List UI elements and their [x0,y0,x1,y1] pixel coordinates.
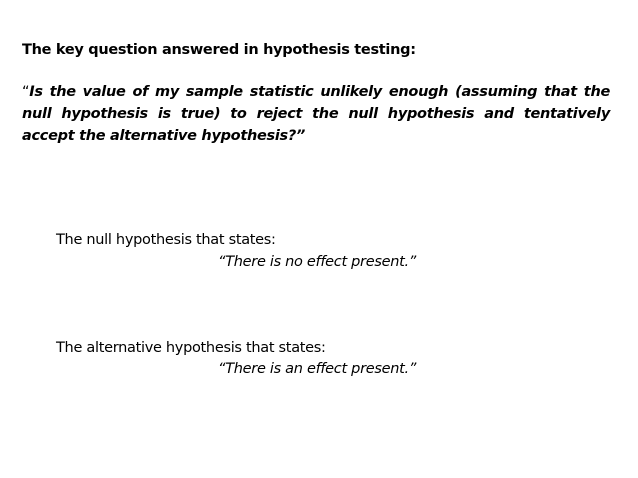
null-hypothesis-label: The null hypothesis that states: [56,232,276,248]
alternative-hypothesis-label: The alternative hypothesis that states: [56,340,326,356]
key-question-open-quote: “ [22,84,30,100]
null-hypothesis-statement: “There is no effect present.” [218,254,417,270]
slide-heading: The key question answered in hypothesis testing: [22,42,416,58]
key-question [22,81,610,147]
key-question-text: Is the value of my sample statistic unlikely enough (assuming that the null hypothesis is true) to reject the null hypothesis and tentatively accept the alternative hypothesis?” [22,84,610,144]
alternative-hypothesis-statement: “There is an effect present.” [218,361,417,377]
